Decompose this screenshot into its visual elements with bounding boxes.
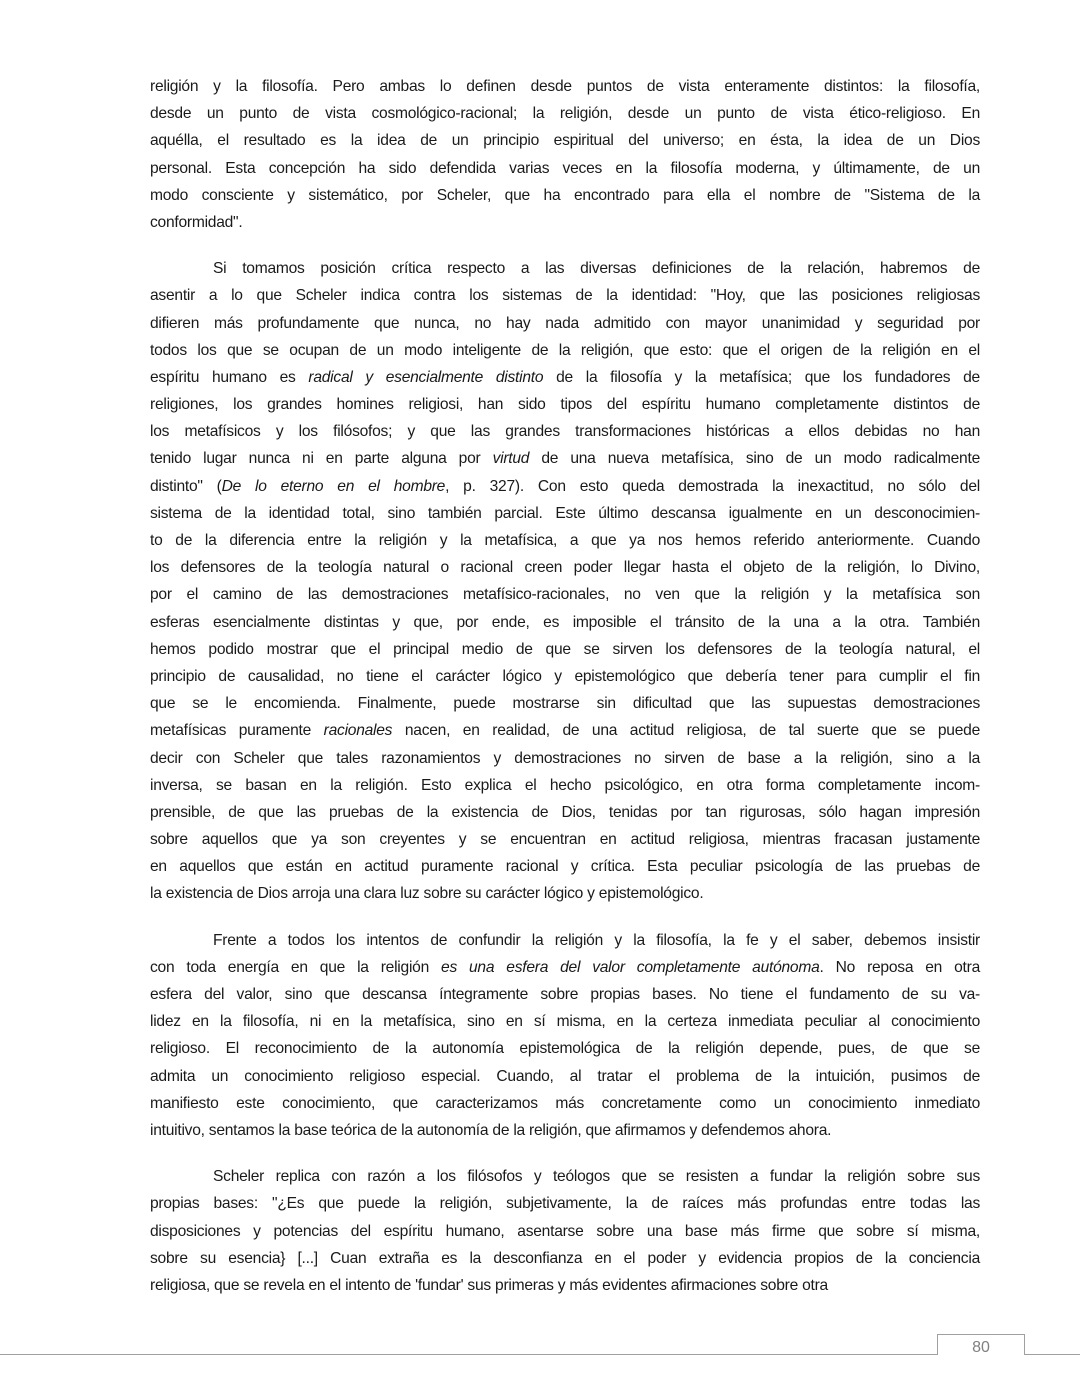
text-run: metafísicas puramente bbox=[150, 722, 324, 740]
text-run: difieren más profundamente que nunca, no hay nada admitido con mayor unanimidad y seguridad por bbox=[150, 314, 980, 332]
text-line bbox=[150, 581, 980, 608]
text-run: hemos podido mostrar que el principal medio de que se sirven los defensores de la teología natural, el bbox=[150, 640, 980, 658]
text-line bbox=[150, 1008, 980, 1035]
text-line bbox=[150, 826, 980, 853]
text-line bbox=[150, 663, 980, 690]
text-run: asentir a lo que Scheler indica contra los sistemas de la identidad: "Hoy, que las posiciones religiosas bbox=[150, 287, 980, 305]
text-line bbox=[150, 282, 980, 309]
text-line bbox=[150, 1218, 980, 1245]
text-line bbox=[150, 418, 980, 445]
text-line bbox=[150, 155, 980, 182]
text-run: personal. Esta concepción ha sido defendida varias veces en la filosofía moderna, y últimamente, de un bbox=[150, 159, 980, 177]
text-line bbox=[150, 880, 980, 907]
text-line bbox=[150, 1063, 980, 1090]
text-run: espíritu humano es bbox=[150, 368, 309, 386]
text-line bbox=[150, 772, 980, 799]
paragraph bbox=[150, 927, 980, 1145]
text-run: inversa, se basan en la religión. Esto explica el hecho psicológico, en otra forma completamente incom- bbox=[150, 776, 980, 794]
text-run: por el camino de las demostraciones metafísico-racionales, no ven que la religión y la metafísica son bbox=[150, 586, 980, 604]
italic-text: es una esfera del valor completamente autónoma bbox=[441, 958, 820, 976]
page-number: 80 bbox=[937, 1334, 1025, 1355]
paragraph bbox=[150, 255, 980, 908]
text-run: desde un punto de vista cosmológico-racional; la religión, desde un punto de vista ético-religioso. En bbox=[150, 105, 980, 123]
text-line bbox=[150, 255, 980, 282]
text-line bbox=[150, 981, 980, 1008]
italic-text: virtud bbox=[492, 450, 530, 468]
text-line bbox=[150, 1163, 980, 1190]
text-run: religión y la filosofía. Pero ambas lo definen desde puntos de vista enteramente distintos: la filosofía, bbox=[150, 78, 980, 95]
document-body bbox=[150, 73, 980, 1318]
text-run: sobre aquellos que ya son creyentes y se encuentran en actitud religiosa, mientras fracasan justamente bbox=[150, 831, 980, 849]
text-run: la existencia de Dios arroja una clara luz sobre su carácter lógico y epistemológico. bbox=[150, 885, 704, 903]
text-line bbox=[150, 745, 980, 772]
text-run: todos los que se ocupan de un modo inteligente de la religión, que esto: que el origen de la religión en el bbox=[150, 341, 980, 359]
text-line bbox=[150, 100, 980, 127]
text-line bbox=[150, 310, 980, 337]
text-run: Si tomamos posición crítica respecto a las diversas definiciones de la relación, habremos de bbox=[213, 260, 980, 278]
text-line bbox=[150, 799, 980, 826]
text-run: tenido lugar nunca ni en parte alguna por bbox=[150, 450, 493, 468]
text-run: principio de causalidad, no tiene el carácter lógico y epistemológico que debería tener para cumplir el fin bbox=[150, 667, 980, 685]
text-line bbox=[150, 554, 980, 581]
text-run: con toda energía en que la religión bbox=[150, 958, 442, 976]
text-run: esfera del valor, sino que descansa íntegramente sobre propias bases. No tiene el fundamento de su va- bbox=[150, 986, 980, 1003]
text-line bbox=[150, 1245, 980, 1272]
text-run: religiones, los grandes homines religiosi, han sido tipos del espíritu humano completamente distintos de bbox=[150, 396, 980, 414]
text-run: disposiciones y potencias del espíritu humano, asentarse sobre una base más firme que sobre sí misma, bbox=[150, 1222, 980, 1240]
text-run: esferas esencialmente distintas y que, por ende, es imposible el tránsito de la una a la otra. También bbox=[150, 613, 980, 631]
text-line bbox=[150, 690, 980, 717]
text-line bbox=[150, 1190, 980, 1217]
text-line bbox=[150, 1035, 980, 1062]
text-line bbox=[150, 1117, 980, 1144]
footer-rule bbox=[1023, 1354, 1080, 1355]
text-run: to de la diferencia entre la religión y la metafísica, a que ya nos hemos referido anteriormente. Cuando bbox=[150, 532, 980, 549]
italic-text: radical y esencialmente distinto bbox=[308, 368, 544, 386]
text-line bbox=[150, 473, 980, 500]
text-run: religioso. El reconocimiento de la autonomía epistemológica de la religión depende, pues, de que se bbox=[150, 1040, 980, 1058]
text-line bbox=[150, 364, 980, 391]
text-run: decir con Scheler que tales razonamientos y demostraciones no sirven de base a la religión, sino a la bbox=[150, 749, 980, 767]
text-run: sobre su esencia} [...] Cuan extraña es la desconfianza en el poder y evidencia propios de la conciencia bbox=[150, 1249, 980, 1267]
text-run: admita un conocimiento religioso especial. Cuando, al tratar el problema de la intuición, pusimos de bbox=[150, 1067, 980, 1085]
text-run: intuitivo, sentamos la base teórica de la autonomía de la religión, que afirmamos y defendemos ahora. bbox=[150, 1121, 832, 1139]
text-line bbox=[150, 717, 980, 744]
footer-rule bbox=[0, 1354, 937, 1355]
text-line bbox=[150, 182, 980, 209]
text-run: , p. 327). Con esto queda demostrada la inexactitud, no sólo del bbox=[445, 477, 980, 495]
text-line bbox=[150, 527, 980, 554]
text-run: de la filosofía y la metafísica; que los fundadores de bbox=[543, 368, 980, 386]
text-line bbox=[150, 500, 980, 527]
text-run: que se le encomienda. Finalmente, puede mostrarse sin dificultad que las supuestas demostraciones bbox=[150, 695, 980, 713]
text-run: de una nueva metafísica, sino de un modo radicalmente bbox=[529, 450, 980, 468]
text-line bbox=[150, 445, 980, 472]
text-line bbox=[150, 1090, 980, 1117]
text-run: propias bases: "¿Es que puede la religión, subjetivamente, la de raíces más profundas entre todas las bbox=[150, 1195, 980, 1213]
text-line bbox=[150, 209, 980, 236]
text-line bbox=[150, 853, 980, 880]
italic-text: racionales bbox=[323, 722, 393, 740]
text-run: prensible, de que las pruebas de la existencia de Dios, tenidas por tan rigurosas, sólo hagan impresión bbox=[150, 803, 980, 821]
text-run: aquélla, el resultado es la idea de un principio espiritual del universo; en ésta, la idea de un Dios bbox=[150, 132, 980, 150]
paragraph bbox=[150, 73, 980, 236]
paragraph bbox=[150, 1163, 980, 1299]
text-run: distinto" ( bbox=[150, 477, 222, 495]
italic-text: De lo eterno en el hombre bbox=[221, 477, 446, 495]
text-run: sistema de la identidad total, sino también parcial. Este último descansa igualmente en un desconocimien- bbox=[150, 504, 980, 522]
text-run: conformidad". bbox=[150, 213, 243, 231]
text-run: modo consciente y sistemático, por Scheler, que ha encontrado para ella el nombre de "Sistema de la bbox=[150, 186, 980, 204]
text-line bbox=[150, 127, 980, 154]
text-run: nacen, en realidad, de una actitud religiosa, de tal suerte que se puede bbox=[392, 722, 980, 740]
text-line bbox=[150, 609, 980, 636]
text-line bbox=[150, 391, 980, 418]
text-run: Frente a todos los intentos de confundir la religión y la filosofía, la fe y el saber, debemos insistir bbox=[213, 931, 980, 949]
text-line bbox=[150, 954, 980, 981]
text-run: los metafísicos y los filósofos; y que las grandes transformaciones históricas a ellos debidas no han bbox=[150, 423, 980, 441]
text-run: . No reposa en otra bbox=[819, 958, 980, 976]
text-line bbox=[150, 1272, 980, 1299]
text-run: manifiesto este conocimiento, que caracterizamos más concretamente como un conocimiento inmediato bbox=[150, 1094, 980, 1112]
text-line bbox=[150, 73, 980, 100]
text-line bbox=[150, 337, 980, 364]
text-line bbox=[150, 636, 980, 663]
text-run: los defensores de la teología natural o racional creen poder llegar hasta el objeto de la religión, lo Divino, bbox=[150, 559, 980, 577]
text-run: Scheler replica con razón a los filósofos y teólogos que se resisten a fundar la religión sobre sus bbox=[213, 1168, 980, 1186]
text-run: religiosa, que se revela en el intento de 'fundar' sus primeras y más evidentes afirmaciones sobre otra bbox=[150, 1276, 828, 1294]
text-run: en aquellos que están en actitud puramente racional y crítica. Esta peculiar psicología de las pruebas de bbox=[150, 858, 980, 876]
text-run: lidez en la filosofía, ni en la metafísica, sino en sí misma, en la certeza inmediata peculiar al conocimiento bbox=[150, 1013, 980, 1031]
text-line bbox=[150, 927, 980, 954]
